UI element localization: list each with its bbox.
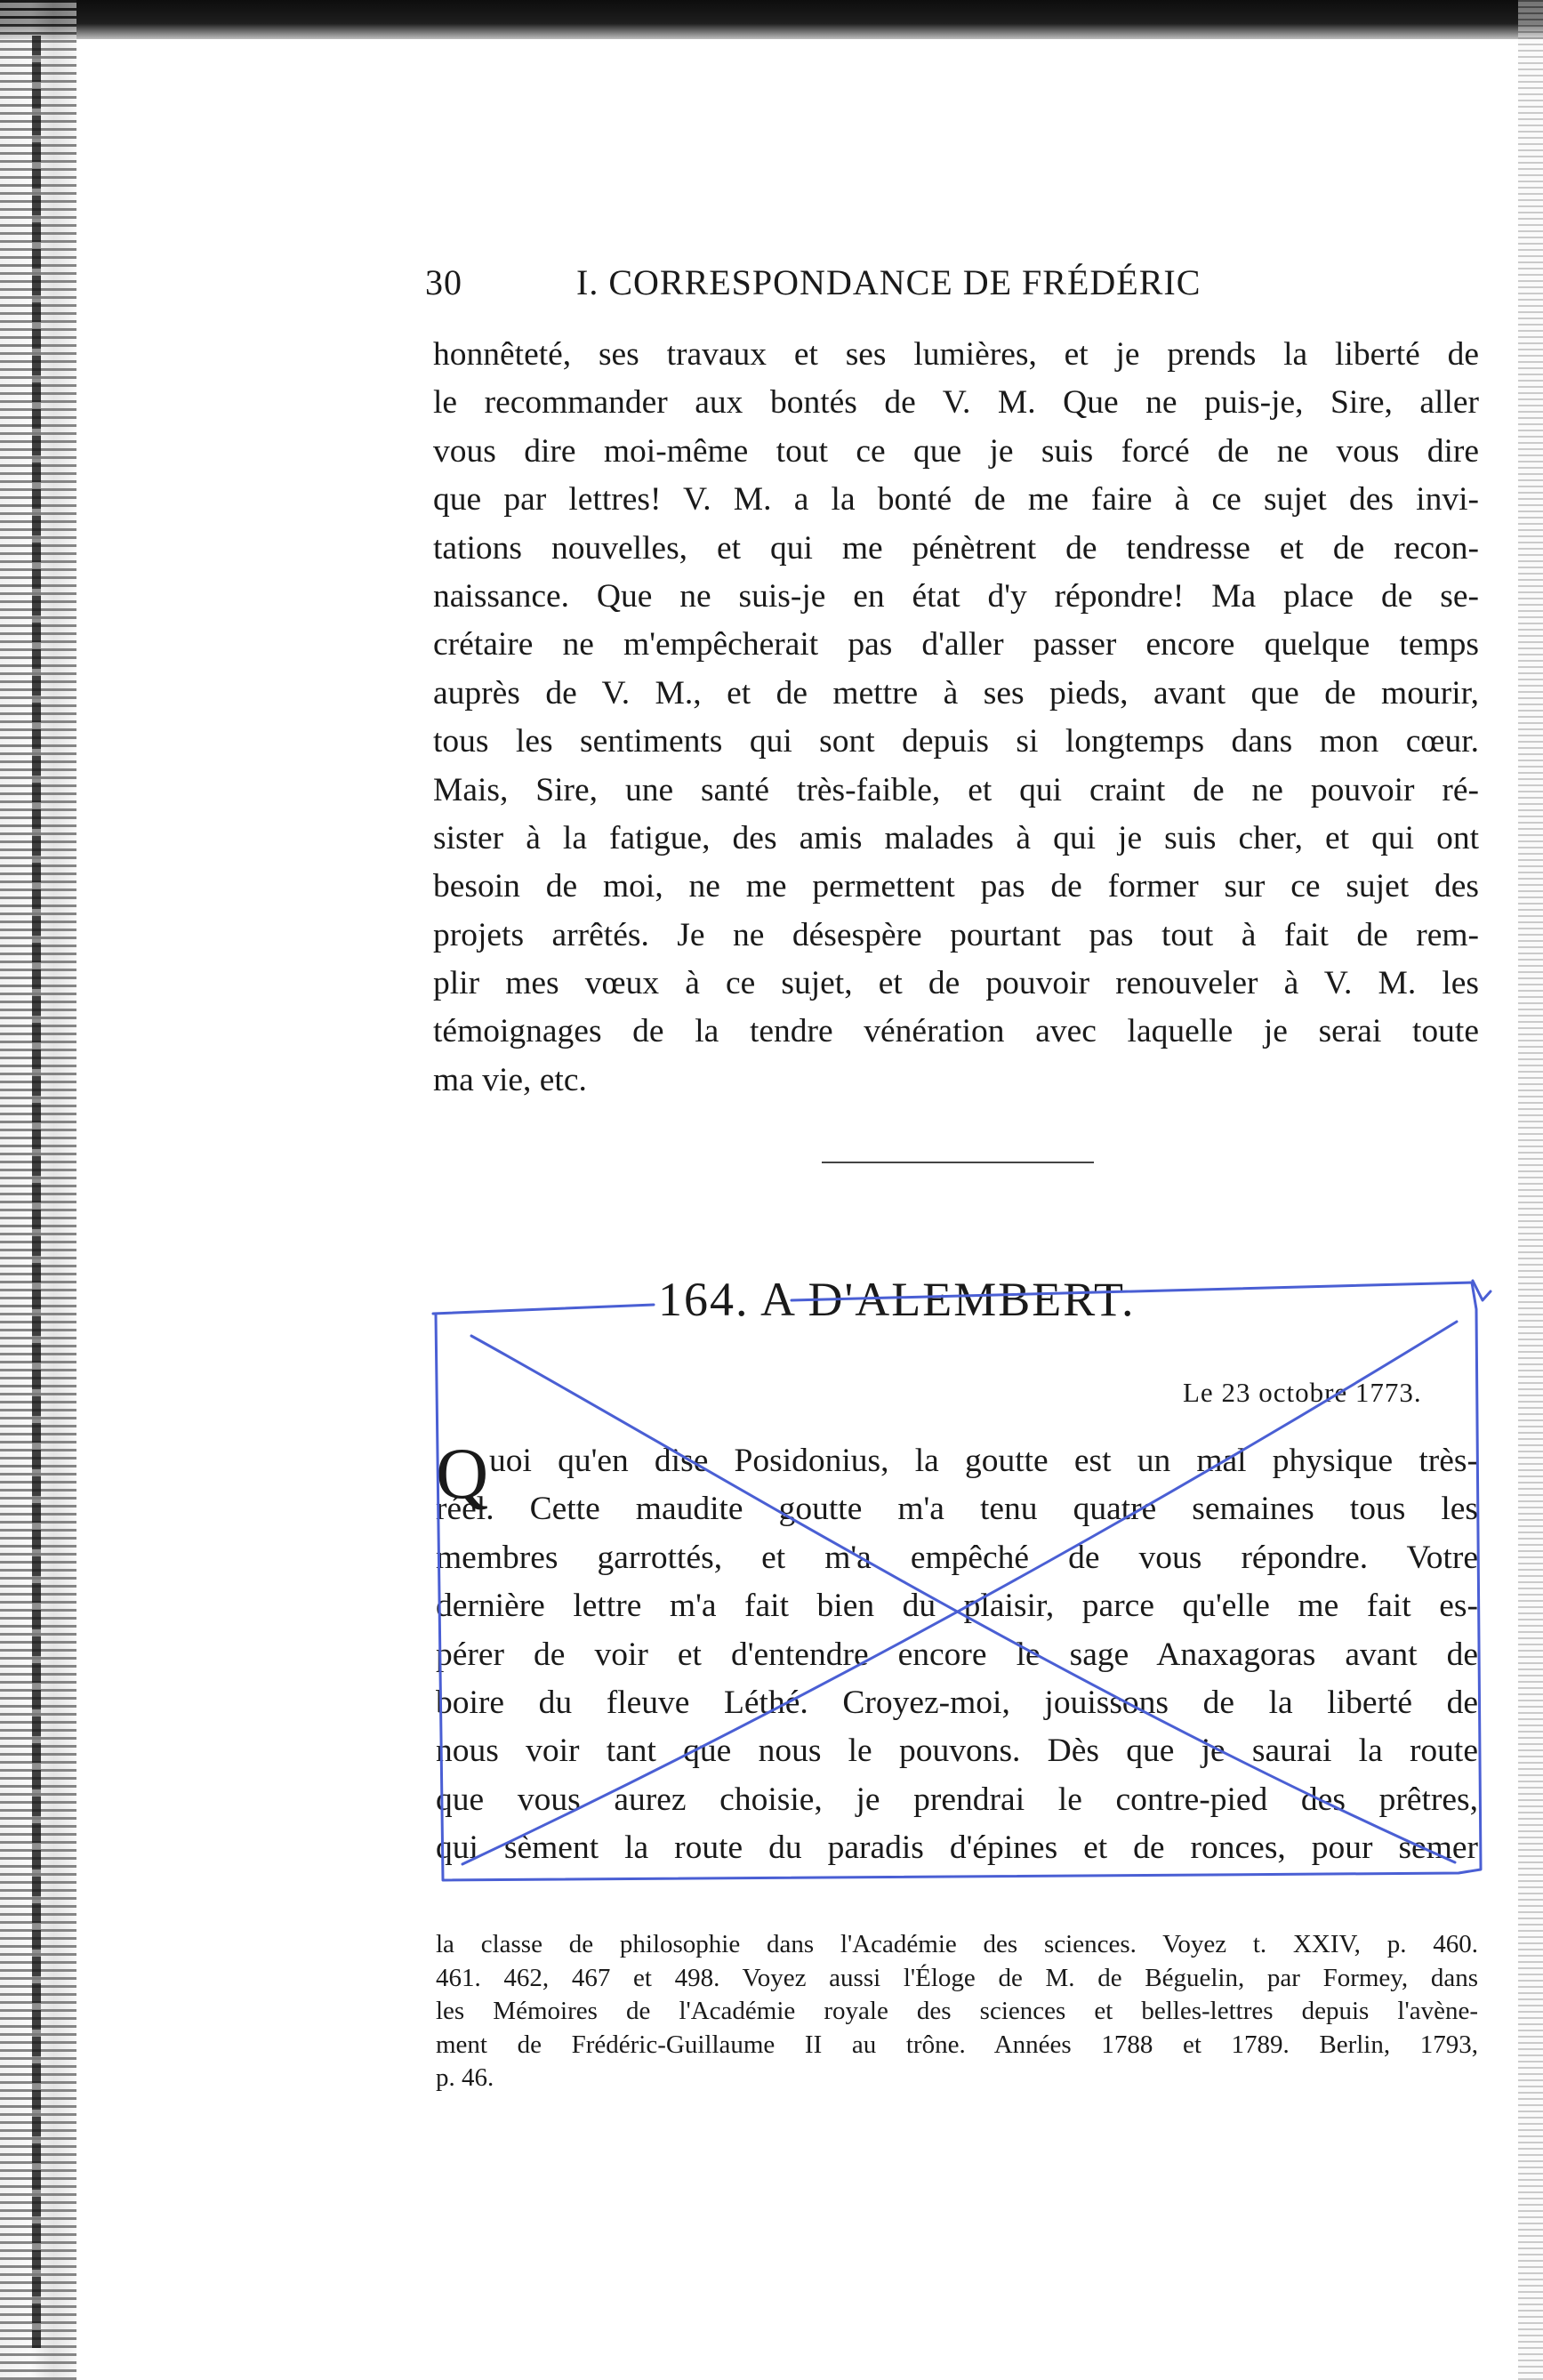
running-head-title: I. CORRESPONDANCE DE FRÉDÉRIC	[576, 262, 1201, 302]
letter-date: Le 23 octobre 1773.	[1183, 1377, 1422, 1408]
body-text	[433, 331, 1479, 1105]
text-line: Mais, Sire, une santé très-faible, et qui craint de ne pouvoir ré-	[433, 771, 1479, 808]
text-line: auprès de V. M., et de mettre à ses pieds, avant que de mourir,	[433, 674, 1479, 712]
scan-top-edge	[0, 0, 1543, 39]
text-line: besoin de moi, ne me permettent pas de former sur ce sujet des	[433, 868, 1479, 905]
footnote-line: la classe de philosophie dans l'Académie des sciences. Voyez t. XXIV, p. 460.	[436, 1930, 1478, 1958]
text-line: tations nouvelles, et qui me pénètrent de tendresse et de recon-	[433, 529, 1479, 567]
text-line: naissance. Que ne suis-je en état d'y répondre! Ma place de se-	[433, 577, 1479, 615]
letter-text	[436, 1433, 1478, 1873]
footnote-line: ment de Frédéric-Guillaume II au trône. Années 1788 et 1789. Berlin, 1793,	[436, 2030, 1478, 2059]
drop-cap: Q	[436, 1433, 489, 1514]
footnote-line: les Mémoires de l'Académie royale des sciences et belles-lettres depuis l'avène-	[436, 1997, 1478, 2025]
text-line: pérer de voir et d'entendre encore le sage Anaxagoras avant de	[436, 1636, 1478, 1673]
text-line: réel. Cette maudite goutte m'a tenu quatre semaines tous les	[436, 1491, 1478, 1528]
text-line: qui sèment la route du paradis d'épines et de ronces, pour semer	[436, 1829, 1478, 1867]
text-line: nous voir tant que nous le pouvons. Dès que je saurai la route	[436, 1733, 1478, 1770]
text-line: que vous aurez choisie, je prendrai le contre-pied des prêtres,	[436, 1781, 1478, 1818]
letter-heading: 164. A D'ALEMBERT.	[658, 1273, 1136, 1326]
annotation-tick	[1473, 1281, 1491, 1300]
text-line: boire du fleuve Léthé. Croyez-moi, jouissons de la liberté de	[436, 1684, 1478, 1721]
text-line: sister à la fatigue, des amis malades à qui je suis cher, et qui ont	[433, 819, 1479, 856]
text-line: projets arrêtés. Je ne désespère pourtant pas tout à fait de rem-	[433, 916, 1479, 953]
running-head	[425, 261, 1314, 311]
text-line: témoignages de la tendre vénération avec laquelle je serai toute	[433, 1013, 1479, 1050]
scan-right-edge	[1518, 0, 1543, 2380]
section-divider	[822, 1162, 1094, 1163]
page-number: 30	[425, 262, 462, 302]
text-line: plir mes vœux à ce sujet, et de pouvoir renouveler à V. M. les	[433, 965, 1479, 1002]
text-line: vous dire moi-même tout ce que je suis forcé de ne vous dire	[433, 432, 1479, 470]
text-line: honnêteté, ses travaux et ses lumières, et je prends la liberté de	[433, 336, 1479, 373]
text-line: membres garrottés, et m'a empêché de vous répondre. Votre	[436, 1539, 1478, 1576]
footnote	[436, 1928, 1478, 2095]
footnote-line: p. 46.	[436, 2063, 494, 2092]
text-line: tous les sentiments qui sont depuis si longtemps dans mon cœur.	[433, 723, 1479, 760]
footnote-line: 461. 462, 467 et 498. Voyez aussi l'Éloge de M. de Béguelin, par Formey, dans	[436, 1963, 1478, 1992]
text-line: le recommander aux bontés de V. M. Que ne puis-je, Sire, aller	[433, 384, 1479, 422]
text-line: que par lettres! V. M. a la bonté de me faire à ce sujet des invi-	[433, 481, 1479, 519]
text-line: uoi qu'en dise Posidonius, la goutte est un mal physique très-	[489, 1443, 1478, 1479]
text-line: ma vie, etc.	[433, 1061, 587, 1098]
text-line: crétaire ne m'empêcherait pas d'aller passer encore quelque temps	[433, 626, 1479, 663]
scan-binding-shadow	[32, 36, 41, 2348]
text-line: dernière lettre m'a fait bien du plaisir, parce qu'elle me fait es-	[436, 1588, 1478, 1625]
